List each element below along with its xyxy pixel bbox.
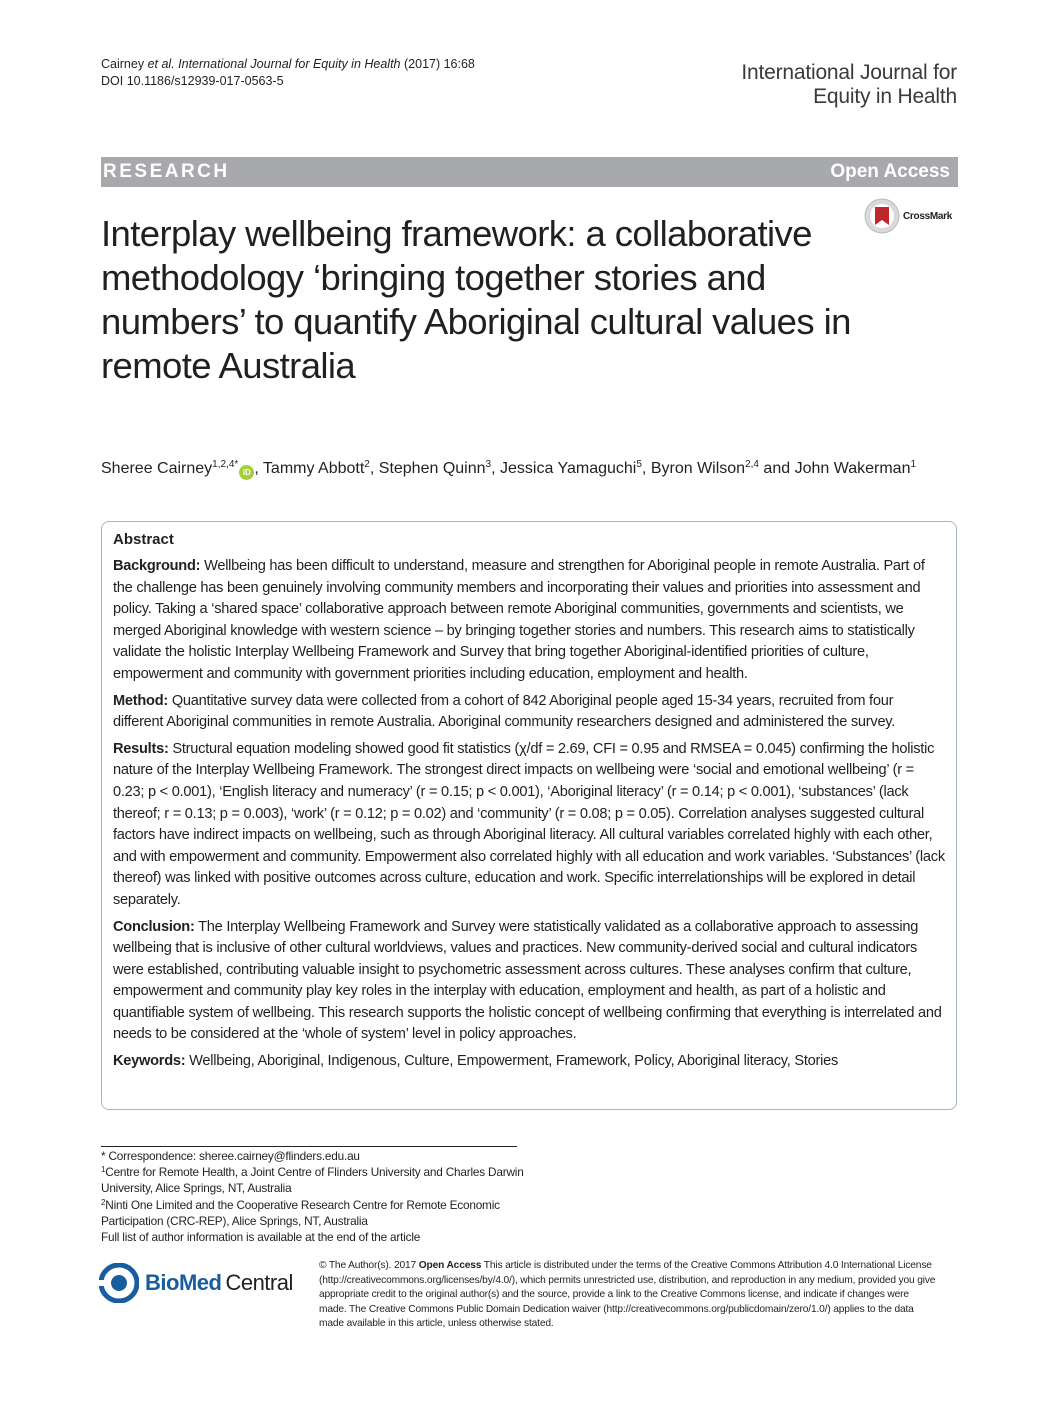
citation-etal: et al. xyxy=(147,57,175,71)
bmc-logo-central: Central xyxy=(225,1270,293,1295)
abstract-box xyxy=(101,521,957,1110)
article-title: Interplay wellbeing framework: a collaborative methodology ‘bringing together stories and numbers’ to quantify Aboriginal cultural values in remote Australia xyxy=(101,213,851,386)
section-label: Method: xyxy=(113,692,168,709)
affiliation-2: $^2$Ninti One Limited and the Cooperative Research Centre for Remote Economic Participation (CRC-REP), Alice Springs, NT, Australia xyxy=(101,1197,500,1228)
citation-year-vol: (2017) 16:68 xyxy=(404,57,475,71)
license-text: This article is distributed under the terms of the Creative Commons Attribution 4.0 International License (http://creativecommons.org/licenses/by/4.0/), which permits unrestricted use, distribution, and reproduction in any medium, provided you give appropriate credit to the original author(s) and the source, provide a link to the Creative Commons license, and indicate if changes were made. The Creative Commons Public Domain Dedication waiver (http://creativecommons.org/publicdomain/zero/1.0/) applies to the data made available in this article, unless otherwise stated. xyxy=(319,1260,936,1330)
open-access-tag: Open Access xyxy=(418,1260,482,1271)
crossmark-label: CrossMark xyxy=(903,210,952,222)
copyright: © The Author(s). 2017 xyxy=(319,1260,417,1271)
license-statement xyxy=(319,1259,939,1332)
author-affiliation-sup: 1,2,4* xyxy=(212,459,239,470)
citation-block xyxy=(101,56,475,90)
section-text: Structural equation modeling showed good fit statistics (χ/df = 2.69, CFI = 0.95 and RMSEA = 0.045) confirming the holistic nature of the Interplay Wellbeing Framework. The strongest direct impacts on wellbeing were ‘social and emotional wellbeing’ (r = 0.23; p < 0.001), ‘English literacy and numeracy’ (r = 0.15; p < 0.001), ‘Aboriginal literacy’ (r = 0.14; p < 0.001), ‘substances’ (lack thereof; r = 0.13; p = 0.003), ‘work’ (r = 0.12; p = 0.02) and ‘community’ (r = 0.08; p = 0.05). Correlation analyses suggested cultural factors have indirect impacts on wellbeing, such as through Aboriginal literacy. All cultural variables correlated highly with each other, and with empowerment and community. Empowerment also correlated highly with all education and work variables. ‘Substances’ (lack thereof) was linked with positive outcomes across culture, education and work. Specific interrelationships will be explored in detail separately. xyxy=(113,740,945,908)
author-affiliation-sup: 2 xyxy=(364,459,370,470)
bmc-logo-bio: BioMed xyxy=(145,1270,222,1295)
bmc-logo-icon xyxy=(99,1263,139,1303)
section-label: Conclusion: xyxy=(113,918,195,935)
section-label: Results: xyxy=(113,740,169,757)
author-affiliation-sup: 2,4 xyxy=(745,459,759,470)
article-type-label: RESEARCH xyxy=(103,161,230,182)
author-name[interactable]: Jessica Yamaguchi xyxy=(499,460,637,477)
author-affiliation-sup: 5 xyxy=(636,459,642,470)
author-affiliation-sup: 3 xyxy=(485,459,492,470)
abstract-conclusion xyxy=(113,917,945,1047)
abstract-background xyxy=(113,556,945,686)
abstract-heading: Abstract xyxy=(113,531,174,548)
section-text: Wellbeing has been difficult to understand, measure and strengthen for Aboriginal people in remote Australia. Part of the challenge has been genuinely involving community members and incorporating their values and priorities into assessment and policy. Taking a ‘shared space’ collaborative approach between remote Aboriginal communities, governments and scientists, we merged Aboriginal knowledge with western science – by bringing together stories and numbers. This research aims to statistically validate the holistic Interplay Wellbeing Framework and Survey that bring together Aboriginal-identified priorities of culture, empowerment and community with government priorities including education, employment and health. xyxy=(113,558,925,682)
section-text: The Interplay Wellbeing Framework and Survey were statistically validated as a collaborative approach to assessing wellbeing that is inclusive of other cultural worldviews, values and practices. New community-derived social and cultural indicators were established, contributing valuable insight to psychometric assessment across cultures. These analyses confirm that culture, empowerment and community play key roles in the interplay with education, employment and health, as part of a holistic and quantifiable system of wellbeing. This research supports the holistic concept of wellbeing confirming that everything is interrelated and needs to be considered at the ‘whole of system’ level in policy approaches. xyxy=(113,918,942,1043)
citation-authors: Cairney xyxy=(101,57,145,71)
section-text: Wellbeing, Aboriginal, Indigenous, Culture, Empowerment, Framework, Policy, Aboriginal literacy, Stories xyxy=(189,1053,839,1070)
section-text: Quantitative survey data were collected from a cohort of 842 Aboriginal people aged 15-34 years, recruited from four different Aboriginal communities in remote Australia. Aboriginal community researchers designed and administered the survey. xyxy=(113,692,896,731)
affiliation-1: $^1$Centre for Remote Health, a Joint Centre of Flinders University and Charles Darwin University, Alice Springs, NT, Australia xyxy=(101,1165,524,1196)
orcid-icon[interactable]: iD xyxy=(239,465,254,480)
correspondence[interactable]: * Correspondence: sheree.cairney@flinders.edu.au xyxy=(101,1149,360,1163)
crossmark-icon xyxy=(864,198,900,234)
section-label: Background: xyxy=(113,558,201,574)
crossmark-button[interactable] xyxy=(864,198,952,234)
author-affiliation-sup: 1 xyxy=(910,459,917,470)
abstract-results xyxy=(113,739,945,912)
journal-name-line1: International Journal for xyxy=(741,61,957,84)
author-info-note: Full list of author information is available at the end of the article xyxy=(101,1230,421,1245)
footnotes xyxy=(101,1148,561,1245)
author-list: Sheree Cairney$^{1,2,4*}$iD , Tammy Abbott$^2$, Stephen Quinn$^3$, Jessica Yamaguchi$^5$, Byron Wilson$^{2,4}$ and John Wakerman$^1$ xyxy=(101,458,971,480)
journal-name xyxy=(741,61,957,109)
biomed-central-logo[interactable] xyxy=(99,1263,293,1303)
section-label: Keywords: xyxy=(113,1053,186,1070)
author-name[interactable]: Sheree Cairney xyxy=(101,460,213,477)
author-name[interactable]: John Wakerman xyxy=(794,460,911,477)
doi[interactable]: DOI 10.1186/s12939-017-0563-5 xyxy=(101,74,284,88)
open-access-label: Open Access xyxy=(830,161,950,182)
journal-name-line2: Equity in Health xyxy=(813,85,957,108)
author-name[interactable]: Byron Wilson xyxy=(650,460,746,477)
article-type-banner xyxy=(101,157,958,187)
citation-journal: International Journal for Equity in Health xyxy=(178,57,401,71)
footnote-divider xyxy=(101,1146,517,1147)
abstract-keywords xyxy=(113,1051,945,1073)
author-name[interactable]: Tammy Abbott xyxy=(262,460,365,477)
abstract-method xyxy=(113,691,945,734)
author-name[interactable]: Stephen Quinn xyxy=(378,460,486,477)
